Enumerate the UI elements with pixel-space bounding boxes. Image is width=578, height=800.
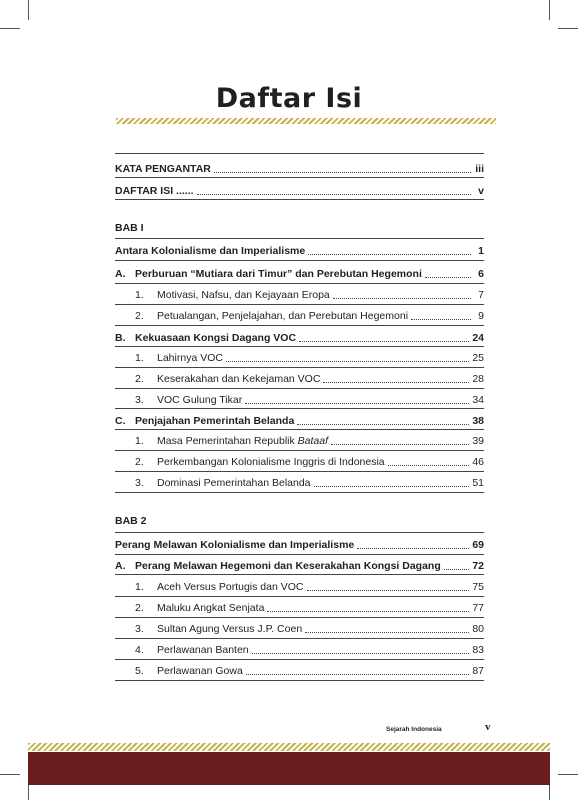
toc-subsection[interactable] [115,347,484,365]
dot-leader [246,668,470,675]
divider [115,260,484,261]
entry-label: Penjajahan Pemerintah Belanda [135,415,295,427]
item-number: 1. [135,435,144,447]
entry-label: Sultan Agung Versus J.P. Coen [157,623,303,635]
entry-label: Motivasi, Nafsu, dan Kejayaan Eropa [157,289,330,301]
toc-section[interactable] [115,410,484,428]
toc-subsection[interactable] [115,618,484,636]
item-number: 3. [135,394,144,406]
dot-leader [425,271,471,278]
entry-label: Perang Melawan Kolonialisme dan Imperialisme [115,539,355,551]
entry-label: Perlawanan Banten [157,644,249,656]
footer-ornament [28,743,550,751]
entry-label: Maluku Angkat Senjata [157,602,265,614]
entry-label: Dominasi Pemerintahan Belanda [157,477,311,489]
dot-leader [245,397,469,404]
dot-leader [323,376,469,383]
entry-page: 46 [472,456,484,468]
entry-label [157,434,328,448]
toc-section[interactable] [115,555,484,573]
item-number: 2. [135,456,144,468]
dot-leader [388,459,470,466]
footer-band [28,752,550,785]
entry-label: Perang Melawan Hegemoni dan Keserakahan Kongsi Dagang [135,560,441,572]
toc-subsection[interactable] [115,284,484,302]
entry-page: 75 [472,581,484,593]
toc-entry-kata-pengantar[interactable] [115,158,484,176]
divider [115,680,484,681]
entry-page: 83 [472,644,484,656]
entry-page: iii [475,163,484,175]
entry-page: 9 [478,310,484,322]
dot-leader [333,292,471,299]
dot-leader [314,480,470,487]
entry-page: 1 [478,245,484,257]
entry-label: KATA PENGANTAR [115,163,211,175]
toc-subsection[interactable] [115,660,484,678]
entry-label: Perlawanan Gowa [157,665,243,677]
section-number: C. [115,415,126,427]
dot-leader [357,542,469,549]
title-ornament [116,118,496,124]
section-number: A. [115,268,126,280]
item-number: 2. [135,602,144,614]
section-number: B. [115,332,126,344]
divider [115,408,484,409]
divider [115,574,484,575]
item-number: 2. [135,373,144,385]
label-italic: Bataaf [297,435,329,447]
divider [115,325,484,326]
toc-subsection[interactable] [115,472,484,490]
toc-subsection[interactable] [115,430,484,448]
entry-label: Perkembangan Kolonialisme Inggris di Indonesia [157,456,385,468]
entry-label: Aceh Versus Portugis dan VOC [157,581,304,593]
toc-subsection[interactable] [115,368,484,386]
toc-subsection[interactable] [115,451,484,469]
entry-page: 25 [472,352,484,364]
toc-subsection[interactable] [115,305,484,323]
entry-label: VOC Gulung Tikar [157,394,243,406]
entry-page: 34 [472,394,484,406]
toc-section[interactable] [115,327,484,345]
item-number: 2. [135,310,144,322]
entry-label: Kekuasaan Kongsi Dagang VOC [135,332,297,344]
dot-leader [307,584,470,591]
item-number: 1. [135,289,144,301]
entry-page: 24 [472,332,484,344]
entry-label: Petualangan, Penjelajahan, dan Perebutan Hegemoni [157,310,409,322]
dot-leader [197,188,471,195]
toc-entry-daftar-isi[interactable] [115,180,484,198]
dot-leader [299,335,469,342]
label-text: Masa Pemerintahan Republik [157,435,298,447]
section-number: A. [115,560,126,572]
entry-page: 51 [472,477,484,489]
page-title: Daftar Isi [215,83,363,114]
toc-chapter-title[interactable] [115,534,484,552]
crop-mark [28,0,29,20]
crop-mark [558,774,578,775]
crop-mark [0,774,20,775]
entry-page: 28 [472,373,484,385]
dot-leader [267,605,469,612]
entry-label: Perburuan “Mutiara dari Timur” dan Perebutan Hegemoni [135,268,422,280]
dot-leader [226,355,469,362]
crop-mark [558,28,578,29]
divider [115,153,484,154]
entry-page: 7 [478,289,484,301]
dot-leader [444,563,470,570]
entry-page: 80 [472,623,484,635]
entry-page: v [478,185,484,197]
dot-leader [308,248,471,255]
chapter-heading: BAB 2 [115,515,147,527]
entry-page: 39 [472,435,484,447]
entry-page: 87 [472,665,484,677]
entry-page: 69 [472,539,484,551]
entry-label: Antara Kolonialisme dan Imperialisme [115,245,306,257]
footer-book-title: Sejarah Indonesia [386,726,442,733]
dot-leader [297,418,469,425]
toc-subsection[interactable] [115,389,484,407]
toc-subsection[interactable] [115,639,484,657]
entry-page: 38 [472,415,484,427]
item-number: 3. [135,477,144,489]
toc-section[interactable] [115,263,484,281]
dot-leader [214,166,471,173]
dot-leader [252,647,470,654]
divider [115,532,484,533]
toc-subsection[interactable] [115,576,484,594]
item-number: 1. [135,352,144,364]
chapter-heading: BAB I [115,222,144,234]
item-number: 4. [135,644,144,656]
toc-chapter-title[interactable] [115,240,484,258]
entry-page: 6 [478,268,484,280]
dot-leader [411,313,471,320]
divider [115,177,484,178]
toc-subsection[interactable] [115,597,484,615]
footer-page-number: v [485,721,491,733]
item-number: 5. [135,665,144,677]
divider [115,199,484,200]
entry-page: 72 [472,560,484,572]
crop-mark [549,0,550,20]
item-number: 3. [135,623,144,635]
entry-label: Lahirnya VOC [157,352,223,364]
entry-label: DAFTAR ISI ...... [115,185,194,197]
entry-label: Keserakahan dan Kekejaman VOC [157,373,321,385]
item-number: 1. [135,581,144,593]
divider [115,492,484,493]
dot-leader [331,438,469,445]
entry-page: 77 [472,602,484,614]
divider [115,238,484,239]
crop-mark [0,28,20,29]
dot-leader [305,626,469,633]
